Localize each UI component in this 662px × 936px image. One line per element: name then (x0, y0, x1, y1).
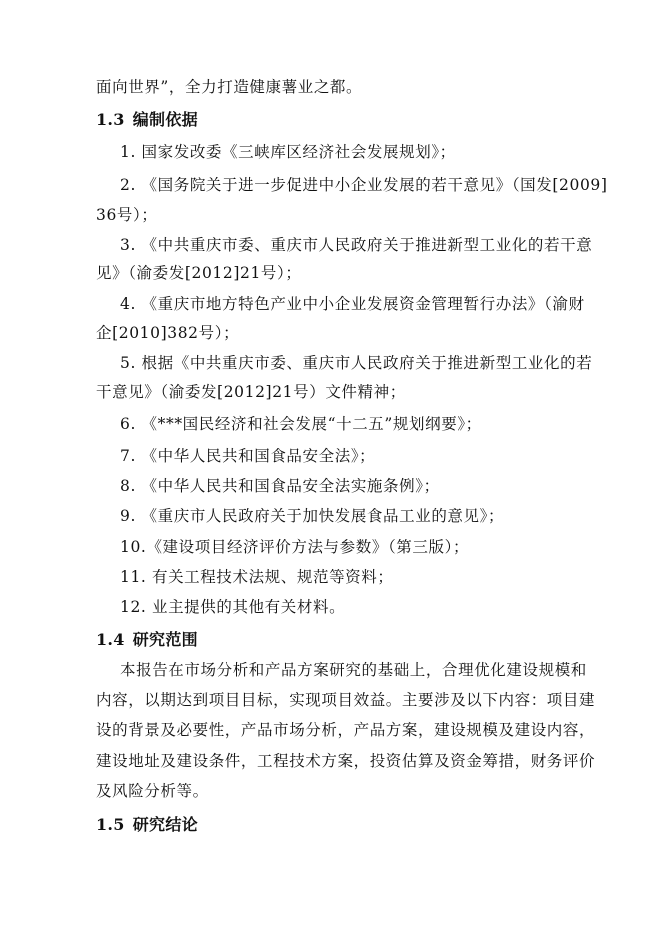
list-item-8: 8. 《中华人民共和国食品安全法实施条例》； (120, 477, 440, 495)
paragraph-line-5: 及风险分析等。 (96, 782, 209, 800)
list-item-2-line-1: 2. 《国务院关于进一步促进中小企业发展的若干意见》（国发[2009] (120, 176, 608, 194)
section-number: 1.4 (96, 630, 125, 649)
section-1-3-heading (96, 110, 198, 130)
list-item-5-line-1: 5. 根据《中共重庆市委、重庆市人民政府关于推进新型工业化的若 (120, 354, 593, 372)
list-item-9: 9. 《重庆市人民政府关于加快发展食品工业的意见》； (120, 507, 505, 525)
section-title: 编制依据 (132, 110, 198, 129)
list-item-6: 6. 《***国民经济和社会发展“十二五”规划纲要》； (120, 415, 482, 433)
section-number: 1.3 (96, 110, 125, 129)
list-item-1: 1. 国家发改委《三峡库区经济社会发展规划》； (120, 143, 456, 161)
list-item-3-line-2: 见》（渝委发[2012]21号）； (96, 264, 302, 282)
section-1-4-heading (96, 630, 198, 650)
list-item-12: 12. 业主提供的其他有关材料。 (120, 598, 346, 616)
list-item-4-line-1: 4. 《重庆市地方特色产业中小企业发展资金管理暂行办法》（渝财 (120, 295, 585, 313)
list-item-7: 7. 《中华人民共和国食品安全法》； (120, 447, 376, 465)
list-item-2-line-2: 36号）； (96, 206, 158, 224)
list-item-10: 10.《建设项目经济评价方法与参数》（第三版）； (120, 538, 470, 556)
section-title: 研究结论 (132, 815, 198, 834)
list-item-11: 11. 有关工程技术法规、规范等资料； (120, 568, 394, 586)
section-number: 1.5 (96, 815, 125, 834)
paragraph-line-1: 本报告在市场分析和产品方案研究的基础上，合理优化建设规模和 (120, 661, 587, 679)
section-1-5-heading (96, 815, 198, 835)
list-item-5-line-2: 干意见》（渝委发[2012]21号）文件精神； (96, 383, 406, 401)
paragraph-line-2: 内容，以期达到项目目标，实现项目效益。主要涉及以下内容：项目建 (96, 691, 596, 709)
paragraph-line-4: 建设地址及建设条件，工程技术方案，投资估算及资金筹措，财务评价 (96, 752, 596, 770)
intro-tail-line: 面向世界”，全力打造健康薯业之都。 (96, 78, 363, 96)
paragraph-line-3: 设的背景及必要性，产品市场分析，产品方案，建设规模及建设内容， (96, 721, 596, 739)
section-title: 研究范围 (132, 630, 198, 649)
list-item-4-line-2: 企[2010]382号）； (96, 324, 240, 342)
list-item-3-line-1: 3. 《中共重庆市委、重庆市人民政府关于推进新型工业化的若干意 (120, 236, 593, 254)
